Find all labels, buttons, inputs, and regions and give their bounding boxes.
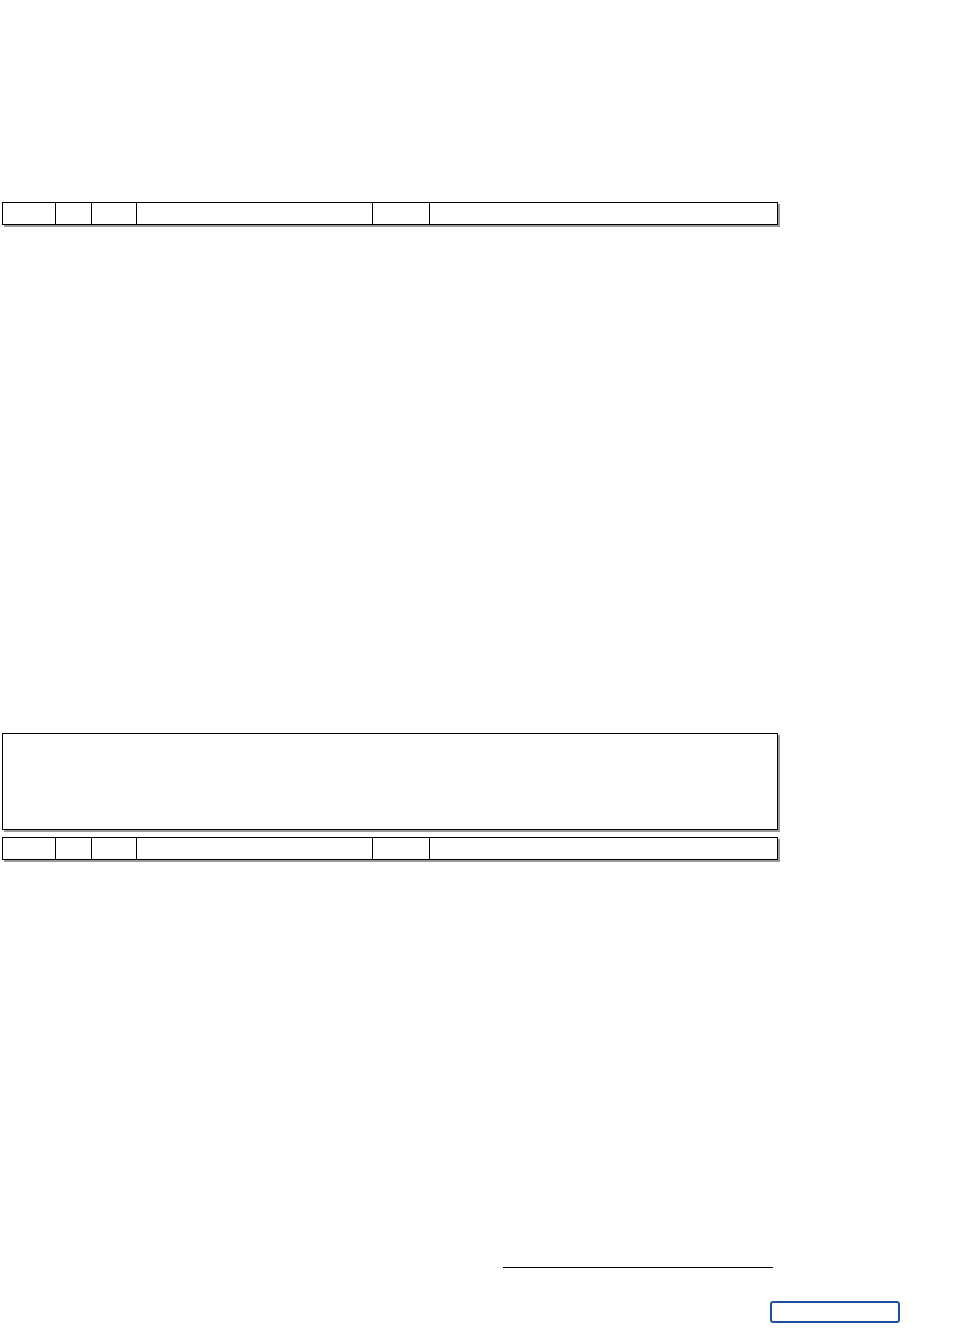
javelin-table-header	[2, 202, 778, 225]
logo-text	[770, 1301, 900, 1323]
records-box	[2, 733, 778, 830]
longjump-table-header	[2, 837, 778, 860]
domtel-logo	[770, 1301, 900, 1333]
footer-rule	[503, 1267, 773, 1268]
